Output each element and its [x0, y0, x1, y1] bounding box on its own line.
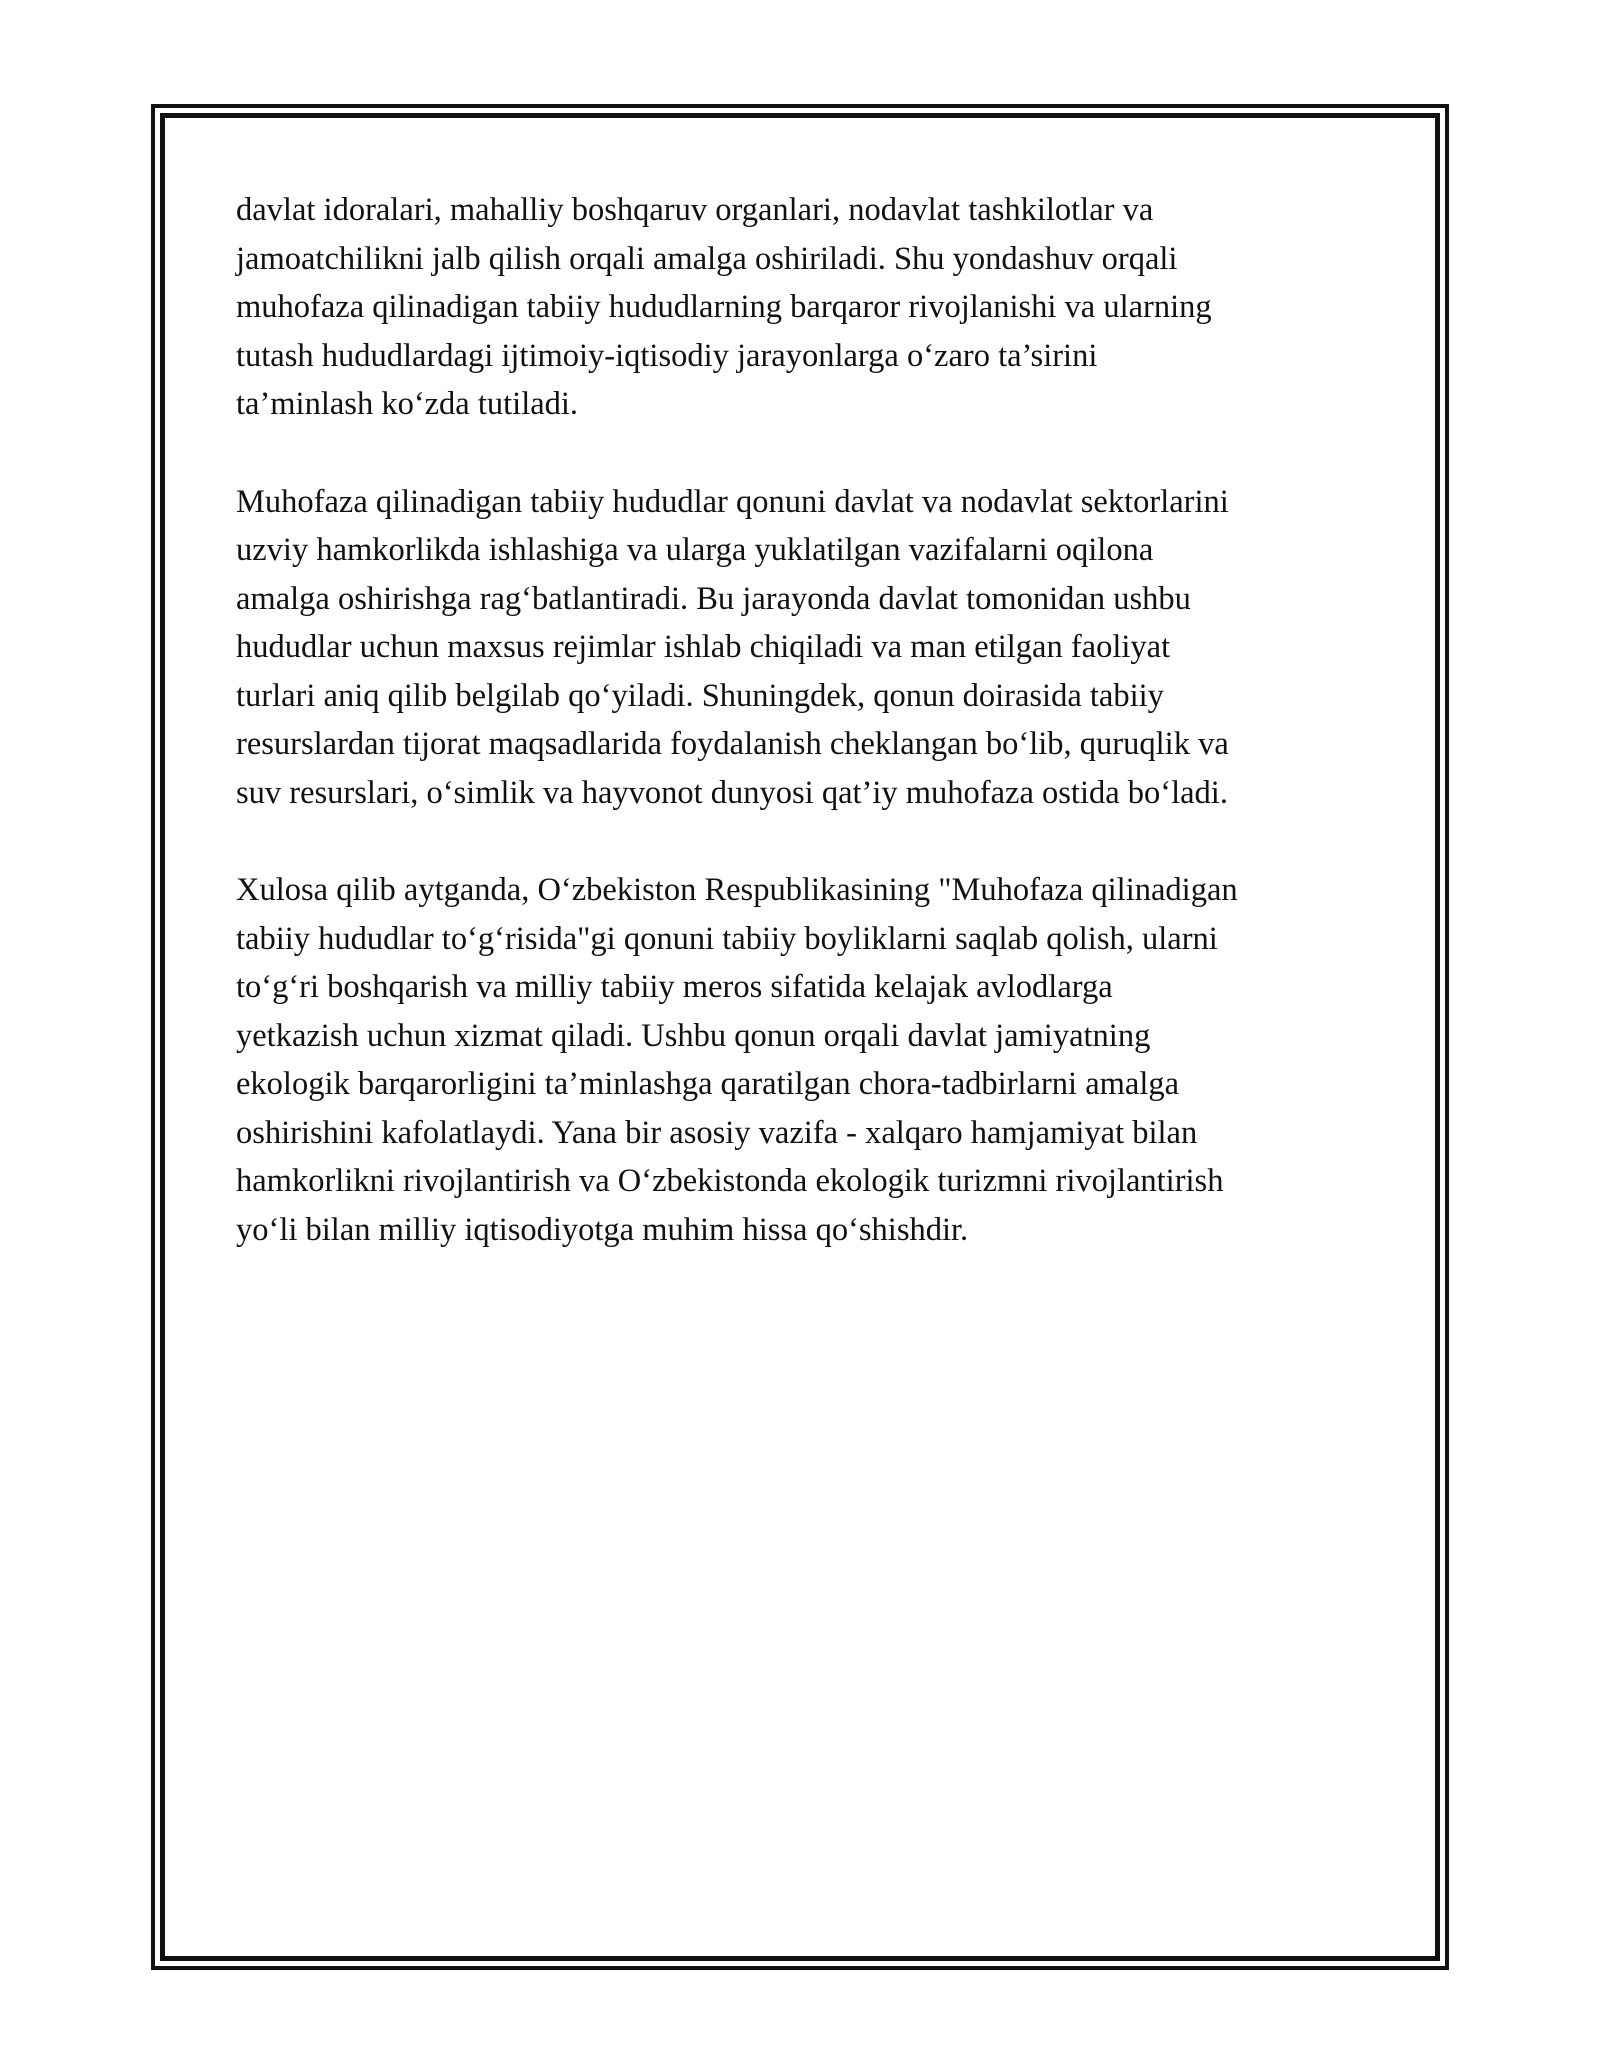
- paragraph-line: jamoatchilikni jalb qilish orqali amalga oshiriladi. Shu yondashuv orqali: [236, 240, 1178, 277]
- paragraph-line: turlari aniq qilib belgilab qo‘yiladi. Shuningdek, qonun doirasida tabiiy: [236, 677, 1164, 714]
- paragraph-line: hududlar uchun maxsus rejimlar ishlab chiqiladi va man etilgan faoliyat: [236, 629, 1171, 665]
- paragraph-line: ta’minlash ko‘zda tutiladi.: [236, 386, 579, 422]
- paragraph-line: suv resurslari, o‘simlik va hayvonot dunyosi qat’iy muhofaza ostida bo‘ladi.: [236, 774, 1228, 811]
- paragraph-line: to‘g‘ri boshqarish va milliy tabiiy meros sifatida kelajak avlodlarga: [236, 969, 1113, 1005]
- paragraph-line: yetkazish uchun xizmat qiladi. Ushbu qonun orqali davlat jamiyatning: [236, 1017, 1151, 1054]
- paragraph-line: hamkorlikni rivojlantirish va O‘zbekistonda ekologik turizmni rivojlantirish: [236, 1163, 1224, 1199]
- paragraph-2: [236, 478, 1366, 818]
- paragraph-line: ekologik barqarorligini ta’minlashga qaratilgan chora-tadbirlarni amalga: [236, 1066, 1180, 1102]
- paragraph-line: tabiiy hududlar to‘g‘risida"gi qonuni tabiiy boyliklarni saqlab qolish, ularni: [236, 920, 1218, 957]
- paragraph-line: davlat idoralari, mahalliy boshqaruv organlari, nodavlat tashkilotlar va: [236, 192, 1154, 228]
- paragraph-line: Muhofaza qilinadigan tabiiy hududlar qonuni davlat va nodavlat sektorlarini: [236, 483, 1229, 520]
- paragraph-line: oshirishini kafolatlaydi. Yana bir asosiy vazifa - xalqaro hamjamiyat bilan: [236, 1114, 1198, 1151]
- paragraph-line: resurslardan tijorat maqsadlarida foydalanish cheklangan bo‘lib, quruqlik va: [236, 726, 1229, 762]
- paragraph-1: [236, 186, 1366, 429]
- paragraph-line: tutash hududlardagi ijtimoiy-iqtisodiy jarayonlarga o‘zaro ta’sirini: [236, 337, 1098, 374]
- paragraph-line: amalga oshirishga rag‘batlantiradi. Bu jarayonda davlat tomonidan ushbu: [236, 580, 1191, 617]
- paragraph-3: [236, 866, 1366, 1254]
- paragraph-line: yo‘li bilan milliy iqtisodiyotga muhim hissa qo‘shishdir.: [236, 1211, 969, 1248]
- paragraph-line: muhofaza qilinadigan tabiiy hududlarning barqaror rivojlanishi va ularning: [236, 289, 1212, 325]
- paragraph-line: Xulosa qilib aytganda, O‘zbekiston Respublikasining "Muhofaza qilinadigan: [236, 872, 1238, 908]
- document-body: [236, 186, 1366, 1303]
- paragraph-line: uzviy hamkorlikda ishlashiga va ularga yuklatilgan vazifalarni oqilona: [236, 532, 1154, 568]
